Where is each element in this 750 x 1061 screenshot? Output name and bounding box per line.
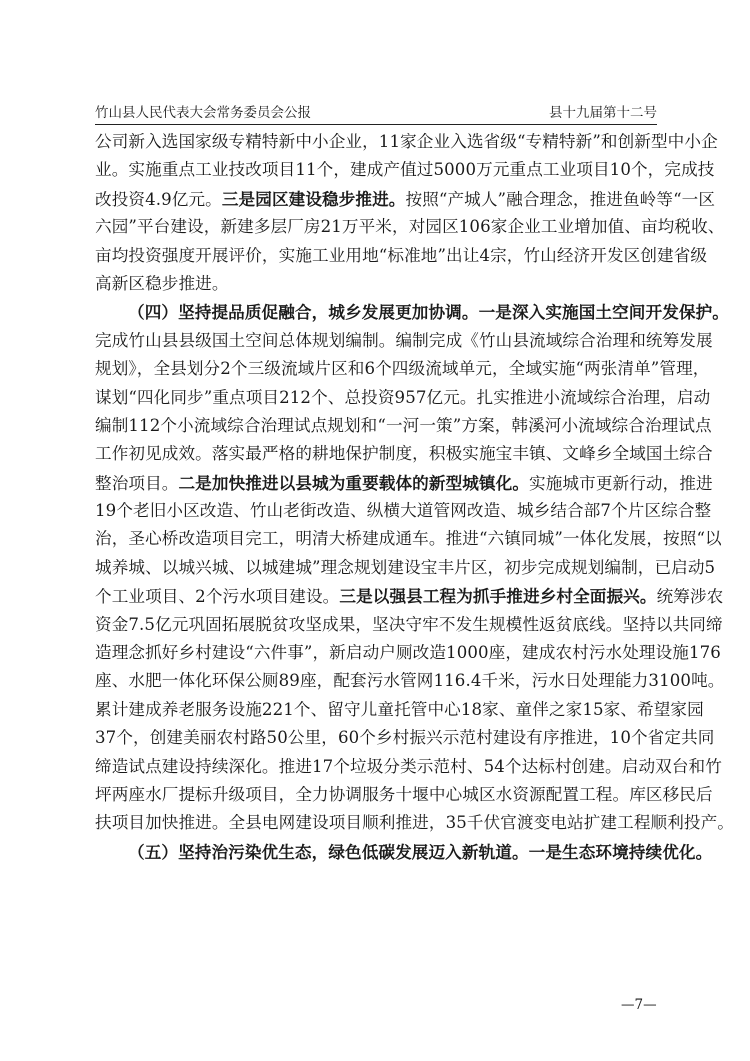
text-segment: 亩均投资强度开展评价，实施工业用地“标准地”出让4宗，竹山经济开发区创建省级 <box>95 245 708 265</box>
text-segment: 编制112个小流域综合治理试点规划和“一河一策”方案，韩溪河小流域综合治理试点 <box>95 415 712 435</box>
text-segment: 累计建成养老服务设施221个、留守儿童托管中心18家、童伴之家15家、希望家园 <box>95 699 704 719</box>
text-segment: 高新区稳步推进。 <box>95 273 229 293</box>
text-line <box>95 809 734 837</box>
text-segment: 业。实施重点工业技改项目11个，建成产值过5000万元重点工业项目10个，完成技 <box>95 160 715 180</box>
text-segment: 城养城、以城兴城、以城建城”理念规划建设宝丰片区，初步完成规划编制，已启动5 <box>95 557 716 577</box>
text-line <box>95 667 725 695</box>
text-segment: 实施城市更新行动，推进 <box>529 473 713 493</box>
text-line <box>95 781 713 809</box>
text-segment: 工作初见成效。落实最严格的耕地保护制度，积极实施宝丰镇、文峰乡全域国土综合 <box>95 444 713 464</box>
text-line <box>95 128 718 156</box>
page-number: —7— <box>621 997 657 1013</box>
text-line <box>95 298 729 326</box>
text-line <box>95 639 721 667</box>
text-line <box>95 384 711 412</box>
bold-text-segment: 三是以强县工程为抓手推进乡村全面振兴。 <box>339 586 657 607</box>
text-segment: 座、水肥一体化环保公厕89座，配套污水管网116.4千米，污水日处理能力3100吨。 <box>95 671 725 691</box>
text-line <box>95 469 713 497</box>
text-line <box>95 213 725 241</box>
text-line <box>95 327 713 355</box>
text-line <box>95 838 713 866</box>
text-segment: 缔造试点建设持续深化。推进17个垃圾分类示范村、54个达标村创建。启动双台和竹 <box>95 756 722 776</box>
text-line <box>95 696 704 724</box>
text-segment: 19个老旧小区改造、竹山老街改造、纵横大道管网改造、城乡结合部7个片区综合整 <box>95 501 712 521</box>
bold-text-segment: 三是园区建设稳步推进。 <box>221 188 406 209</box>
bold-text-segment: 二是加快推进以县城为重要载体的新型城镇化。 <box>178 472 530 493</box>
text-line <box>95 242 708 270</box>
text-line <box>95 412 712 440</box>
text-segment: 统筹涉农 <box>656 587 724 607</box>
text-line <box>95 554 716 582</box>
text-segment: 治，圣心桥改造项目完工，明清大桥建成通车。推进“六镇同城”一体化发展，按照“以 <box>95 529 722 549</box>
text-segment: 扶项目加快推进。全县电网建设项目顺利推进，35千伏官渡变电站扩建工程顺利投产。 <box>95 813 734 833</box>
text-line <box>95 582 724 610</box>
text-line <box>95 724 715 752</box>
header-rule <box>95 124 657 125</box>
text-segment: 37个，创建美丽农村路50公里，60个乡村振兴示范村建设有序推进，10个省定共同 <box>95 728 715 748</box>
header-title: 竹山县人民代表大会常务委员会公报 <box>95 105 311 121</box>
text-line <box>95 156 715 184</box>
document-body <box>95 128 734 866</box>
text-line <box>95 270 657 298</box>
text-line <box>95 185 716 213</box>
text-segment: 规划》，全县划分2个三级流域片区和6个四级流域单元，全域实施“两张清单”管理， <box>95 359 710 379</box>
text-segment: 完成竹山县县级国土空间总体规划编制。编制完成《竹山县流域综合治理和统筹发展 <box>95 330 713 350</box>
text-line <box>95 355 710 383</box>
text-segment: 六园”平台建设，新建多层厂房21万平米，对园区106家企业工业增加值、亩均税收、 <box>95 217 725 237</box>
text-segment: 改投资4.9亿元。 <box>95 189 222 209</box>
text-segment: 整治项目。 <box>95 473 179 493</box>
text-segment: 个工业项目、2个污水项目建设。 <box>95 587 340 607</box>
text-segment: 公司新入选国家级专精特新中小企业，11家企业入选省级“专精特新”和创新型中小企 <box>95 132 718 151</box>
text-segment: 按照“产城人”融合理念，推进鱼岭等“一区 <box>405 189 716 209</box>
text-segment: 坪两座水厂提标升级项目，全力协调服务十堰中心城区水资源配置工程。库区移民后 <box>95 784 713 804</box>
text-segment: 造理念抓好乡村建设“六件事”，新启动户厕改造1000座，建成农村污水处理设施176 <box>95 643 721 663</box>
text-line <box>95 753 722 781</box>
page-header <box>95 103 657 121</box>
text-segment: 资金7.5亿元巩固拓展脱贫攻坚成果，坚决守牢不发生规模性返贫底线。坚持以共同缔 <box>95 614 723 634</box>
text-segment: 谋划“四化同步”重点项目212个、总投资957亿元。扎实推进小流域综合治理，启动 <box>95 387 711 407</box>
bold-text-segment: （五）坚持治污染优生态，绿色低碳发展迈入新轨道。一是生态环境持续优化。 <box>128 841 713 862</box>
text-line <box>95 525 722 553</box>
header-issue: 县十九届第十二号 <box>549 105 657 121</box>
text-line <box>95 497 712 525</box>
text-line <box>95 611 723 639</box>
bold-text-segment: （四）坚持提品质促融合，城乡发展更加协调。一是深入实施国土空间开发保护。 <box>128 302 729 323</box>
text-line <box>95 440 713 468</box>
